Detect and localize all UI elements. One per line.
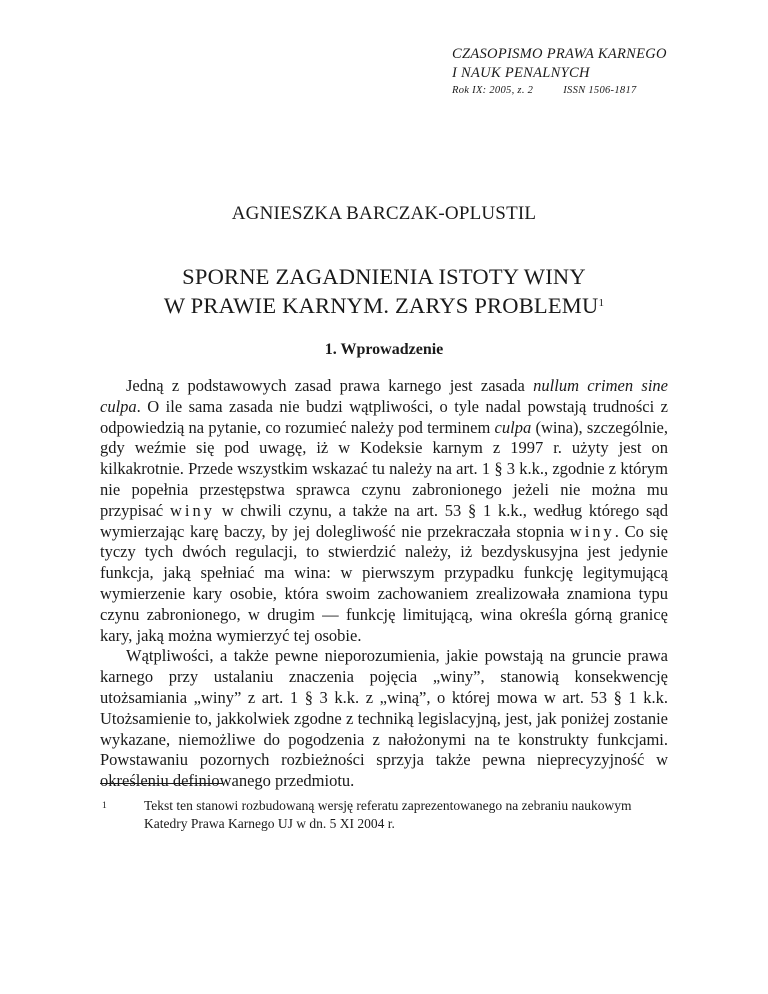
article-body [100, 376, 668, 792]
emphasis-winy-1: winy [169, 500, 215, 520]
paragraph-1-text-e: . Co się tyczy tych dwóch regulacji, to stwierdzić należy, iż bezdyskusyjna jest jedynie funkcja, jaką spełniać ma wina: w pierwszym przypadku funkcję legitymującą wymierzenie kary osobie, która swoim zachowaniem zrealizowała znamiona typu czynu zabronionego, w drugim — funkcję limitującą, wina określa górną granicę kary, jaką można wymierzyć tej osobie. [100, 521, 668, 645]
journal-header [452, 45, 667, 98]
journal-issue-info [452, 84, 667, 98]
title-line1: SPORNE ZAGADNIENIA ISTOTY WINY [182, 264, 586, 289]
journal-name-line2: I NAUK PENALNYCH [452, 65, 590, 81]
article-title [0, 262, 768, 320]
journal-name-line1: CZASOPISMO PRAWA KARNEGO [452, 46, 667, 62]
section-heading: 1. Wprowadzenie [324, 341, 444, 358]
journal-issn: ISSN 1506-1817 [563, 85, 637, 96]
latin-term-culpa: culpa [494, 417, 532, 437]
footnote-text: Tekst ten stanowi rozbudowaną wersję referatu zaprezentowanego na zebraniu naukowym Katedry Prawa Karnego UJ w dn. 5 XI 2004 r. [144, 798, 632, 831]
title-line2 [0, 291, 768, 320]
latin-phrase-nullum-crimen: nullum crimen sine culpa [100, 376, 668, 416]
paragraph-1-text-a: Jedną z podstawowych zasad prawa karnego jest zasada [126, 376, 534, 395]
title-line2-text: W PRAWIE KARNYM. ZARYS PROBLEMU [163, 293, 599, 318]
paragraph-1-text-c: (wina), szczególnie, gdy weźmie się pod uwagę, iż w Kodeksie karnym z 1997 r. użyty jest on kilkakrotnie. Przede wszystkim wskazać tu należy na art. 1 § 3 k.k., zgodnie z którym nie popełnia przestępstwa sprawca czynu zabronionego jeżeli nie można mu przypisać [100, 417, 668, 520]
footnote-divider [100, 783, 223, 784]
paragraph-1-text-d: w chwili czynu, a także na art. 53 § 1 k.k., według którego sąd wymierzając karę baczy, by jej dolegliwość nie przekraczała stopnia [100, 500, 668, 541]
paragraph-1-text-b: . O ile sama zasada nie budzi wątpliwości, o tyle nadal powstają trudności z odpowiedzią na pytanie, co rozumieć należy pod terminem [100, 396, 668, 437]
title-footnote-mark: 1 [598, 297, 605, 309]
journal-volume: Rok IX: 2005, z. 2 [452, 85, 534, 96]
paragraph-2: Wątpliwości, a także pewne nieporozumienia, jakie powstają na gruncie prawa karnego przy ustalaniu znaczenia pojęcia „winy”, stanowią konsekwencję utożsamiania „winy” z art. 1 § 3 k.k. z „winą”, o której mowa w art. 53 § 1 k.k. Utożsamienie to, jakkolwiek zgodne z techniką legislacyjną, jest, jak poniżej zostanie wykazane, niemożliwe do pogodzenia z nałożonymi na te konstrukty funkcjami. Powstawaniu pozornych rozbieżności sprzyja także pewna nieprecyzyjność w określeniu definiowanego przedmiotu. [100, 646, 668, 791]
footnote [100, 797, 668, 833]
footnote-number: 1 [102, 801, 107, 811]
emphasis-winy-2: winy [569, 521, 615, 541]
author-name: AGNIESZKA BARCZAK-OPLUSTIL [231, 203, 537, 224]
paragraph-1 [100, 376, 668, 646]
